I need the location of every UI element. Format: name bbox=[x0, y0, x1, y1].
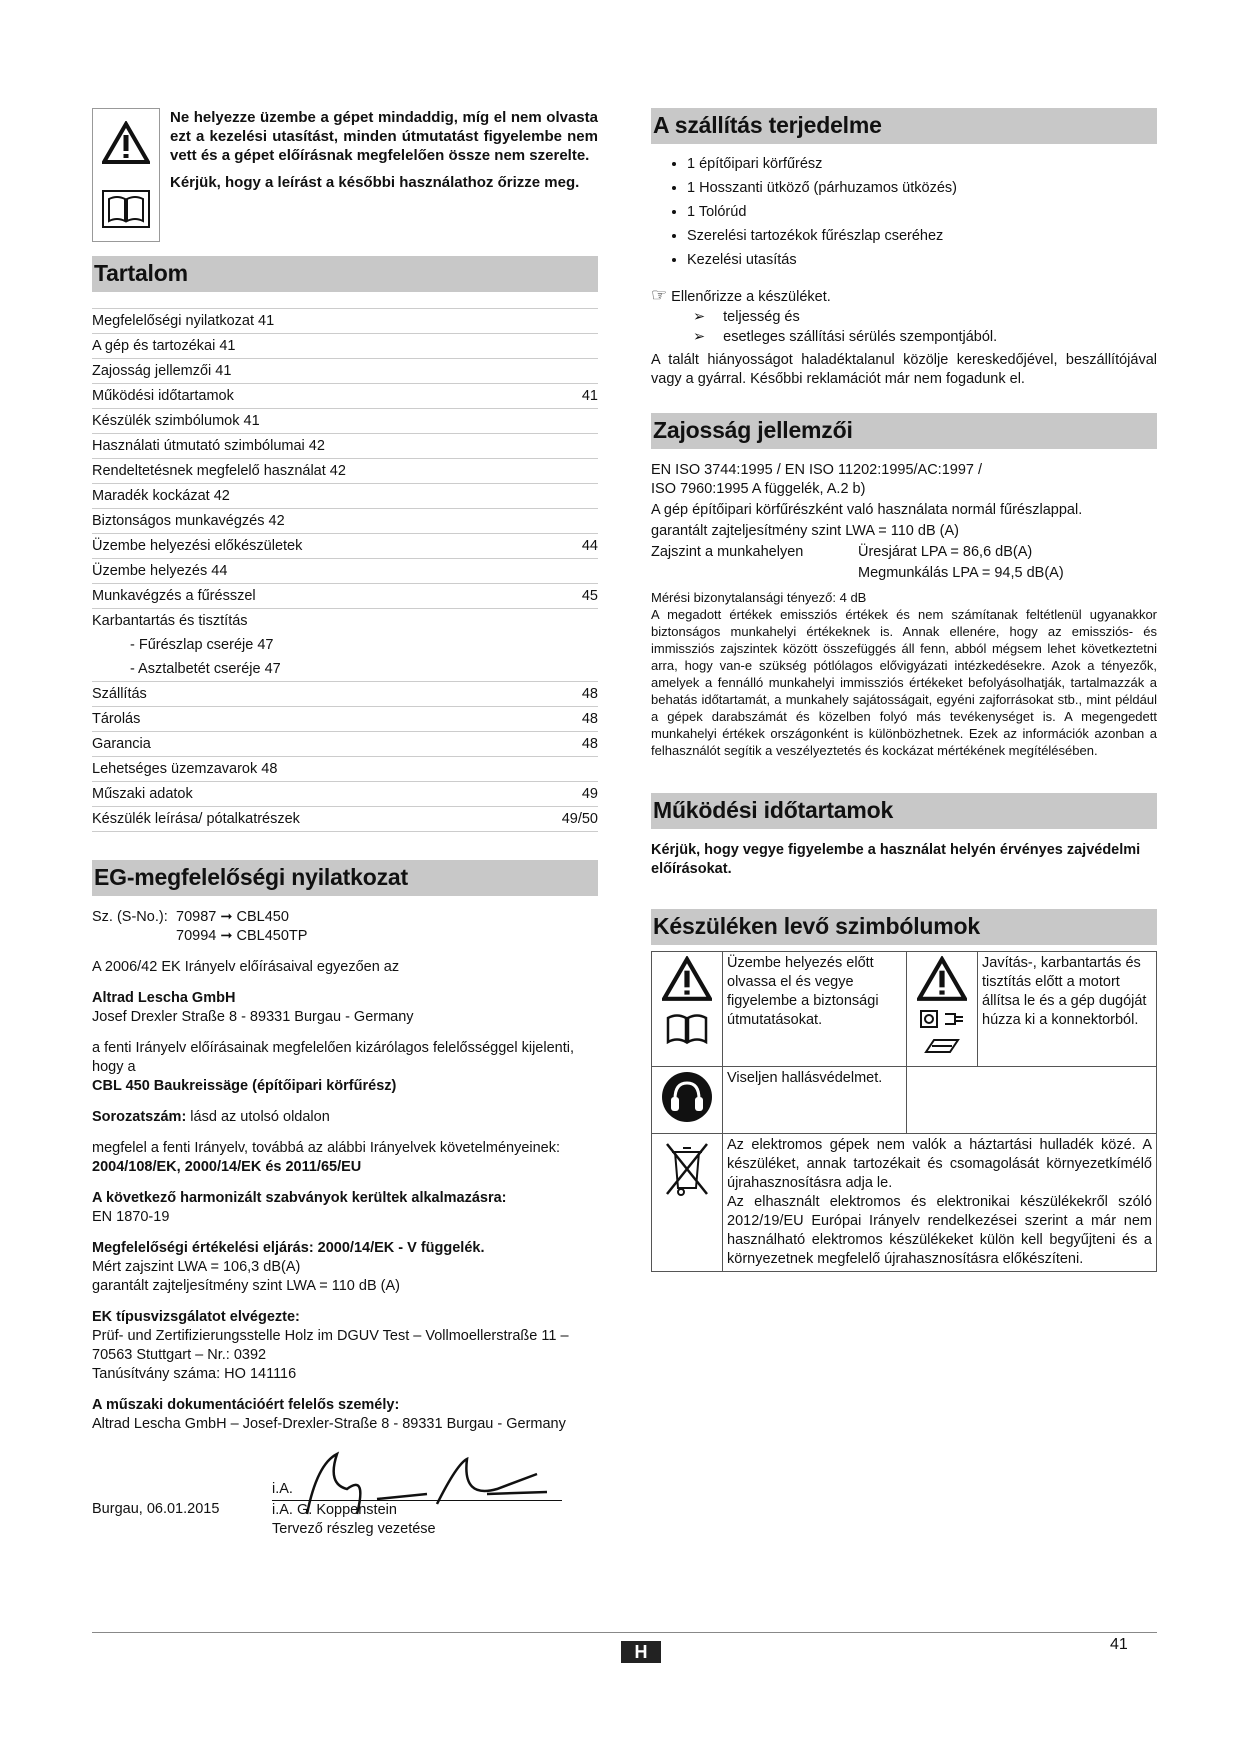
list-item: • 1 Tolórúd bbox=[687, 200, 1157, 224]
manual-icon bbox=[922, 1036, 962, 1056]
toc-page bbox=[558, 409, 598, 434]
ear-protection-icon bbox=[661, 1071, 713, 1123]
noise-l7: Mérési bizonytalansági tényező: 4 dB bbox=[651, 590, 867, 605]
eg-title: EG-megfelelőségi nyilatkozat bbox=[92, 860, 598, 896]
toc-row bbox=[92, 609, 598, 634]
toc-label: Biztonságos munkavégzés 42 bbox=[92, 509, 558, 534]
toc-label: Garancia bbox=[92, 732, 558, 757]
noise-para: A megadott értékek emissziós értékek és nem számítanak feltétlenül ugyanakkor biztonságos munkahelyi értékeknek is. Annak ellenére, hogy az emissziós- és immissziós zajszintek között összefüggés áll fenn, abból mégsem lehet következtetni arra, hogy van-e szükség pótlólagos elővigyázati intézkedésekre. Azok a tényezők, amelyek a fennálló munkahelyi immissziós értékeket befolyásolhatják, tartalmazzák a behatás időtartamát, a munkahely sajátosságait, egyéni zajforrásokat stb., mint például a gépek darabszámát és közelben folyó más tevékenységet is. A megengedett munkahelyi értékek országonként is különbözhetnek. Ezek az információk azonban a felhasználót segítik a veszélyeztetés és kockázat mértékének megítélésében. bbox=[651, 607, 1157, 758]
page-number: 41 bbox=[1110, 1636, 1128, 1653]
toc-page: 48 bbox=[558, 707, 598, 732]
unplug-icon bbox=[917, 1008, 967, 1030]
warning-triangle-icon bbox=[102, 121, 150, 165]
toc-page: 49/50 bbox=[558, 807, 598, 832]
toc-page bbox=[558, 459, 598, 484]
toc-row bbox=[92, 682, 598, 707]
toc-row bbox=[92, 409, 598, 434]
toc-page bbox=[558, 334, 598, 359]
toc-label: Rendeltetésnek megfelelő használat 42 bbox=[92, 459, 558, 484]
crossed-bin-icon bbox=[661, 1138, 713, 1198]
toc-page bbox=[558, 757, 598, 782]
sz-label: Sz. (S-No.): bbox=[92, 909, 168, 925]
check-text: Ellenőrizze a készüléket. bbox=[671, 289, 831, 305]
toc-label: Munkavégzés a fűrésszel bbox=[92, 584, 558, 609]
toc-row bbox=[92, 807, 598, 832]
symbol-text-3: Viseljen hallásvédelmet. bbox=[723, 1067, 907, 1134]
eg-company: Altrad Lescha GmbH bbox=[92, 990, 236, 1006]
noise-l1: EN ISO 3744:1995 / EN ISO 11202:1995/AC:1997 / bbox=[651, 462, 983, 478]
toc-subrow bbox=[92, 657, 598, 682]
toc-row bbox=[92, 309, 598, 334]
manual-book-icon bbox=[101, 189, 151, 229]
toc-page: 48 bbox=[558, 732, 598, 757]
toc-label: Készülék szimbólumok 41 bbox=[92, 409, 558, 434]
noise-l5a: Zajszint a munkahelyen bbox=[651, 544, 804, 560]
measured-level: Mért zajszint LWA = 106,3 dB(A) bbox=[92, 1259, 301, 1275]
symbol-text-4b: Az elhasznált elektromos és elektronikai készülékekről szóló 2012/19/EU Európai Irányelv rendelkezései szerint a már nem használható elektromos készülékeket külön kell begyűjteni és a környezetnek megfelelő újrahasznosításra előkészíteni. bbox=[727, 1194, 1152, 1267]
place-date: Burgau, 06.01.2015 bbox=[92, 1501, 220, 1517]
doc-title: A műszaki dokumentációért felelős személy: bbox=[92, 1397, 400, 1413]
toc-row bbox=[92, 732, 598, 757]
list-item: • 1 Hosszanti ütköző (párhuzamos ütközés) bbox=[687, 176, 1157, 200]
toc-row bbox=[92, 359, 598, 384]
ia-1: i.A. bbox=[272, 1481, 293, 1497]
op-text: Kérjük, hogy vegye figyelembe a használat helyén érvényes zajvédelmi előírásokat. bbox=[651, 842, 1141, 877]
footer-divider bbox=[92, 1632, 1157, 1633]
toc-row bbox=[92, 334, 598, 359]
toc-label: Üzembe helyezés 44 bbox=[92, 559, 558, 584]
toc-page bbox=[558, 609, 598, 634]
symbols-title: Készüléken levő szimbólumok bbox=[651, 909, 1157, 945]
toc-page bbox=[558, 309, 598, 334]
ek-title: EK típusvizsgálatot elvégezte: bbox=[92, 1309, 300, 1325]
toc-row bbox=[92, 757, 598, 782]
list-item: • Kezelési utasítás bbox=[687, 248, 1157, 272]
noise-l4: garantált zajteljesítmény szint LWA = 110 dB (A) bbox=[651, 523, 959, 539]
sz-line-1: 70987 ➞ CBL450 bbox=[176, 909, 289, 925]
noise-l2: ISO 7960:1995 A függelék, A.2 b) bbox=[651, 481, 866, 497]
toc-label: Megfelelőségi nyilatkozat 41 bbox=[92, 309, 558, 334]
noise-l5b: Üresjárat LPA = 86,6 dB(A) bbox=[858, 544, 1033, 560]
toc-row bbox=[92, 707, 598, 732]
eg-p3: megfelel a fenti Irányelv, továbbá az alábbi Irányelvek követelményeinek: bbox=[92, 1140, 561, 1156]
delivery-note: A talált hiányosságot haladéktalanul közölje kereskedőjével, beszállítójával vagy a gyárral. Későbbi reklamációt már nem fogadunk el. bbox=[651, 352, 1157, 387]
noise-section bbox=[651, 461, 1157, 759]
right-column bbox=[651, 108, 1157, 1272]
toc-row bbox=[92, 459, 598, 484]
toc-label: Üzembe helyezési előkészületek bbox=[92, 534, 558, 559]
toc-page: 49 bbox=[558, 782, 598, 807]
eg-product: CBL 450 Baukreissäge (építőipari körfűrész) bbox=[92, 1078, 397, 1094]
std-title: A következő harmonizált szabványok kerültek alkalmazásra: bbox=[92, 1190, 507, 1206]
toc-label: Zajosság jellemzői 41 bbox=[92, 359, 558, 384]
warning-box bbox=[92, 108, 598, 242]
toc-subrow bbox=[92, 633, 598, 657]
symbol-text-4a: Az elektromos gépek nem valók a háztartási hulladék közé. A készüléket, annak tartozékait és csomagolását környezetkímélő újrahasznosításra adja le. bbox=[727, 1137, 1152, 1191]
std-value: EN 1870-19 bbox=[92, 1209, 170, 1225]
toc-label: Készülék leírása/ pótalkatrészek bbox=[92, 807, 558, 832]
toc-label: Szállítás bbox=[92, 682, 558, 707]
toc-page bbox=[558, 559, 598, 584]
toc-page: 45 bbox=[558, 584, 598, 609]
eg-p1: A 2006/42 EK Irányelv előírásaival egyezően az bbox=[92, 959, 400, 975]
sz-line-2: 70994 ➞ CBL450TP bbox=[176, 928, 308, 944]
toc-page: 44 bbox=[558, 534, 598, 559]
toc-sublabel: - Fűrészlap cseréje 47 bbox=[130, 636, 274, 653]
toc-page bbox=[558, 434, 598, 459]
manual-book-icon bbox=[662, 1008, 712, 1048]
ek-line-2: 70563 Stuttgart – Nr.: 0392 bbox=[92, 1347, 267, 1363]
symbol-text-2: Javítás-, karbantartás és tisztítás előtt a motort állítsa le és a gép dugóját húzza ki a konnektorból. bbox=[978, 952, 1157, 1067]
warning-triangle-icon bbox=[662, 956, 712, 1002]
ek-line-3: Tanúsítvány száma: HO 141116 bbox=[92, 1366, 297, 1382]
toc-label: Használati útmutató szimbólumai 42 bbox=[92, 434, 558, 459]
doc-line: Altrad Lescha GmbH – Josef-Drexler-Straße 8 - 89331 Burgau - Germany bbox=[92, 1416, 566, 1432]
toc-row bbox=[92, 782, 598, 807]
warning-text-2: Kérjük, hogy a leírást a későbbi használathoz őrizze meg. bbox=[170, 174, 580, 191]
list-item: ➢ esetleges szállítási sérülés szempontjából. bbox=[723, 327, 1157, 347]
noise-title: Zajosság jellemzői bbox=[651, 413, 1157, 449]
toc-title: Tartalom bbox=[92, 256, 598, 292]
language-badge: H bbox=[621, 1641, 661, 1663]
ia-2: i.A. G. Koppenstein bbox=[272, 1500, 562, 1520]
toc-table bbox=[92, 308, 598, 832]
serial-label: Sorozatszám: bbox=[92, 1109, 187, 1125]
warning-text-1: Ne helyezze üzembe a gépet mindaddig, míg el nem olvasta ezt a kezelési utasítást, minden útmutatást figyelembe nem vett és a gépet előírásnak megfelelően össze nem szerelte. bbox=[170, 109, 598, 164]
toc-page bbox=[558, 509, 598, 534]
toc-label: Tárolás bbox=[92, 707, 558, 732]
toc-label: Működési időtartamok bbox=[92, 384, 558, 409]
toc-page bbox=[558, 359, 598, 384]
eg-address: Josef Drexler Straße 8 - 89331 Burgau - Germany bbox=[92, 1009, 414, 1025]
ek-line-1: Prüf- und Zertifizierungsstelle Holz im DGUV Test – Vollmoellerstraße 11 – bbox=[92, 1328, 569, 1344]
noise-l3: A gép építőipari körfűrészként való használata normál fűrészlappal. bbox=[651, 502, 1083, 518]
toc-row bbox=[92, 509, 598, 534]
op-title: Működési időtartamok bbox=[651, 793, 1157, 829]
toc-label: A gép és tartozékai 41 bbox=[92, 334, 558, 359]
eg-section bbox=[92, 908, 598, 1544]
toc-row bbox=[92, 534, 598, 559]
warning-triangle-icon bbox=[917, 956, 967, 1002]
toc-row bbox=[92, 559, 598, 584]
warning-icons bbox=[92, 108, 160, 242]
toc-label: Műszaki adatok bbox=[92, 782, 558, 807]
toc-label: Lehetséges üzemzavarok 48 bbox=[92, 757, 558, 782]
list-item: • Szerelési tartozékok fűrészlap cseréhez bbox=[687, 224, 1157, 248]
noise-l6: Megmunkálás LPA = 94,5 dB(A) bbox=[858, 565, 1064, 581]
toc-row bbox=[92, 584, 598, 609]
symbols-table bbox=[651, 951, 1157, 1272]
eg-p2: a fenti Irányelv előírásainak megfelelően kizárólagos felelősséggel kijelenti, hogy a bbox=[92, 1040, 574, 1075]
toc-label: Maradék kockázat 42 bbox=[92, 484, 558, 509]
guaranteed-level: garantált zajteljesítmény szint LWA = 110 dB (A) bbox=[92, 1278, 400, 1294]
list-item: ➢ teljesség és bbox=[723, 307, 1157, 327]
toc-page: 48 bbox=[558, 682, 598, 707]
toc-label: Karbantartás és tisztítás bbox=[92, 609, 558, 634]
toc-page: 41 bbox=[558, 384, 598, 409]
signature-block bbox=[92, 1444, 598, 1544]
toc-row bbox=[92, 384, 598, 409]
check-sublist bbox=[651, 307, 1157, 347]
proc-title: Megfelelőségi értékelési eljárás: 2000/14/EK - V függelék. bbox=[92, 1240, 485, 1256]
delivery-list bbox=[651, 152, 1157, 272]
eg-directives: 2004/108/EK, 2000/14/EK és 2011/65/EU bbox=[92, 1159, 362, 1175]
toc-page bbox=[558, 484, 598, 509]
delivery-title: A szállítás terjedelme bbox=[651, 108, 1157, 144]
toc-sublabel: - Asztalbetét cseréje 47 bbox=[130, 660, 281, 677]
left-column bbox=[92, 108, 598, 1544]
pointing-hand-icon: ☞ bbox=[651, 285, 668, 305]
toc-row bbox=[92, 484, 598, 509]
toc-row bbox=[92, 434, 598, 459]
list-item: • 1 építőipari körfűrész bbox=[687, 152, 1157, 176]
symbol-text-1: Üzembe helyezés előtt olvassa el és vegye figyelembe a biztonsági útmutatásokat. bbox=[723, 952, 907, 1067]
serial-text: lásd az utolsó oldalon bbox=[186, 1109, 330, 1125]
signer-role: Tervező részleg vezetése bbox=[272, 1521, 436, 1537]
